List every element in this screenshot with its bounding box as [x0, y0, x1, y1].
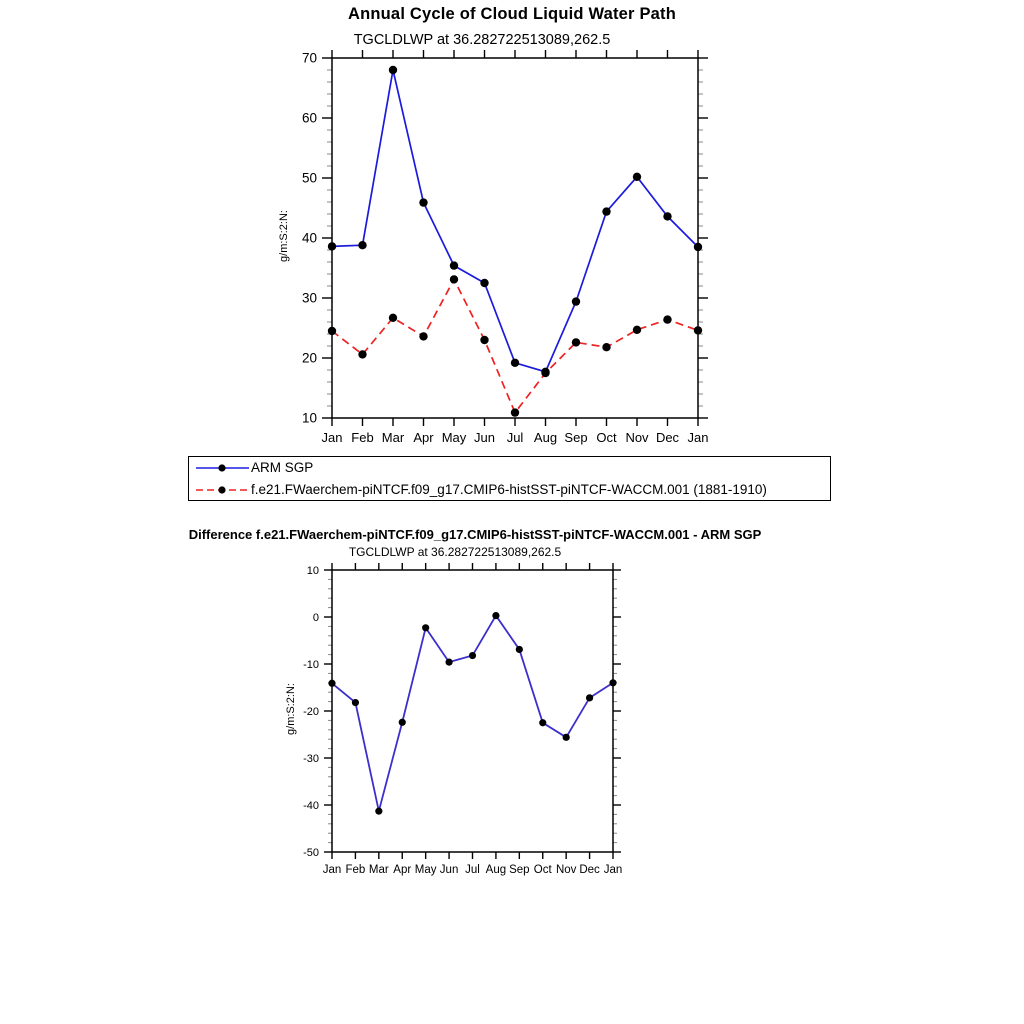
- svg-text:Sep: Sep: [509, 864, 530, 876]
- legend-item-arm-sgp: [189, 457, 830, 478]
- svg-text:Aug: Aug: [485, 864, 507, 876]
- svg-text:Jan: Jan: [321, 430, 343, 445]
- difference-chart-subtitle: TGCLDLWP at 36.282722513089,262.5: [348, 545, 562, 559]
- svg-text:Jan: Jan: [603, 864, 623, 876]
- svg-text:-30: -30: [303, 752, 319, 765]
- svg-text:30: 30: [301, 290, 317, 306]
- svg-text:-10: -10: [303, 658, 319, 671]
- svg-text:Oct: Oct: [596, 430, 617, 445]
- svg-text:Apr: Apr: [393, 864, 412, 876]
- difference-chart-title: Difference f.e21.FWaerchem-piNTCF.f09_g17.CMIP6-histSST-piNTCF-WACCM.001 - ARM SGP: [188, 527, 762, 542]
- svg-text:Jul: Jul: [506, 430, 524, 445]
- svg-text:Dec: Dec: [579, 864, 600, 876]
- svg-text:-40: -40: [303, 799, 319, 812]
- legend-line-sample-blue-solid: [195, 461, 251, 475]
- svg-text:20: 20: [301, 350, 317, 366]
- svg-text:May: May: [414, 864, 437, 876]
- svg-text:Mar: Mar: [368, 864, 389, 876]
- svg-text:60: 60: [301, 110, 317, 126]
- svg-text:Dec: Dec: [655, 430, 680, 445]
- svg-text:Feb: Feb: [345, 864, 366, 876]
- svg-text:-20: -20: [303, 705, 319, 718]
- top-chart-plot-area: [260, 40, 740, 452]
- legend-label: ARM SGP: [251, 459, 314, 475]
- legend-item-model-run: [189, 479, 830, 500]
- difference-chart-y-axis-label: g/m:S:2:N:: [285, 683, 297, 735]
- svg-text:10: 10: [306, 564, 319, 577]
- legend: [188, 456, 831, 501]
- svg-text:Jun: Jun: [474, 430, 495, 445]
- svg-text:0: 0: [312, 611, 319, 624]
- svg-text:Mar: Mar: [381, 430, 405, 445]
- top-chart-subtitle: TGCLDLWP at 36.282722513089,262.5: [353, 32, 611, 48]
- svg-text:70: 70: [301, 50, 317, 66]
- svg-text:Jan: Jan: [322, 864, 342, 876]
- top-chart-y-axis-label: g/m:S:2:N:: [278, 210, 290, 262]
- svg-text:May: May: [441, 430, 467, 445]
- svg-text:Nov: Nov: [555, 864, 577, 876]
- svg-text:Apr: Apr: [413, 430, 434, 445]
- legend-label: f.e21.FWaerchem-piNTCF.f09_g17.CMIP6-histSST-piNTCF-WACCM.001 (1881-1910): [251, 481, 767, 497]
- svg-text:10: 10: [301, 410, 317, 426]
- svg-text:Nov: Nov: [625, 430, 649, 445]
- svg-text:Jan: Jan: [687, 430, 709, 445]
- svg-text:Jul: Jul: [465, 864, 480, 876]
- difference-chart-plot-area: [260, 555, 680, 885]
- svg-text:Aug: Aug: [533, 430, 558, 445]
- svg-text:Oct: Oct: [533, 864, 552, 876]
- svg-text:40: 40: [301, 230, 317, 246]
- legend-line-sample-red-dashed: [195, 483, 251, 497]
- svg-text:-50: -50: [303, 846, 319, 859]
- svg-text:Jun: Jun: [439, 864, 459, 876]
- svg-text:Feb: Feb: [351, 430, 374, 445]
- top-chart-title: Annual Cycle of Cloud Liquid Water Path: [347, 5, 677, 23]
- svg-text:Sep: Sep: [564, 430, 588, 445]
- svg-text:50: 50: [301, 170, 317, 186]
